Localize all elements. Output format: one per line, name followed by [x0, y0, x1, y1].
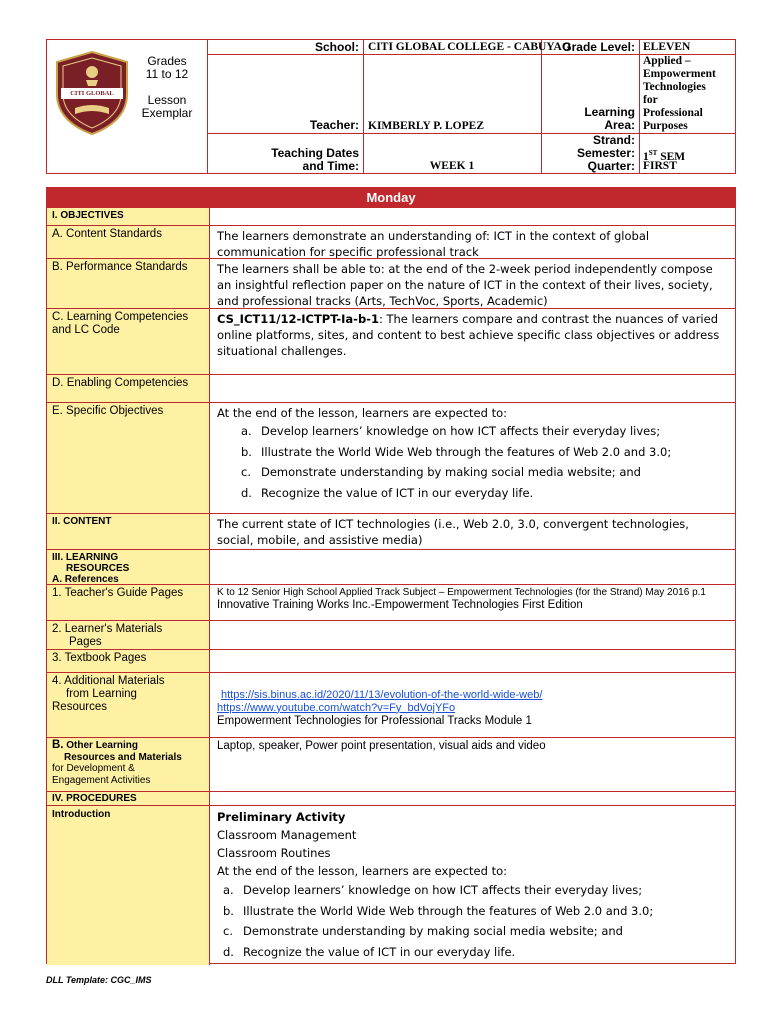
- list-item: c. Demonstrate understanding by making social media website; and: [223, 924, 623, 938]
- list-item: d. Recognize the value of ICT in our everyday life.: [241, 485, 534, 500]
- content-standards-row: A. Content Standards The learners demonstrate an understanding of: ICT in the context of global communication for specific professional track: [47, 225, 735, 258]
- grade-level-value: ELEVEN: [643, 41, 691, 53]
- exemplar-label: Lesson Exemplar: [141, 93, 193, 120]
- school-label: School:: [315, 40, 359, 54]
- objectives-row: I. OBJECTIVES: [47, 207, 735, 225]
- teachers-guide-row: 1. Teacher's Guide Pages K to 12 Senior High School Applied Track Subject – Empowerment Technologies (for the Strand) May 2016 p.1 Innovative Training Works Inc.-Empowerment Technologies First Edition: [47, 584, 735, 620]
- day-header: Monday: [47, 188, 735, 207]
- lesson-table: [46, 187, 736, 964]
- teaching-dates-value: WEEK 1: [429, 160, 475, 172]
- learning-competencies-row: C. Learning Competencies and LC Code CS_ICT11/12-ICTPT-Ia-b-1: The learners compare and contrast the nuances of varied online platforms, sites, and content to best achieve specific class objectives or address situational challenges.: [47, 308, 735, 374]
- logo-text: CITI GLOBAL COLLEGE: [70, 90, 114, 106]
- procedures-row: IV. PROCEDURES: [47, 791, 735, 805]
- list-item: b. Illustrate the World Wide Web through the features of Web 2.0 and 3.0;: [223, 903, 654, 918]
- quarter-value: FIRST: [643, 160, 677, 172]
- list-item: d. Recognize the value of ICT in our everyday life.: [223, 944, 516, 959]
- list-item: c. Demonstrate understanding by making social media website; and: [241, 465, 641, 479]
- specific-objectives-row: E. Specific Objectives At the end of the lesson, learners are expected to: a. Develop learners’ knowledge on how ICT affects their everyday lives; b. Illustrate the World Wide Web through the features of Web 2.0 and 3.0; c. Demonstrate understanding by making social media website; and d. Recognize the value of ICT in our everyday life.: [47, 402, 735, 513]
- strand-semester-quarter-labels: Strand: Semester: Quarter:: [576, 133, 635, 173]
- learning-resources-row: III. LEARNING RESOURCES A. References: [47, 549, 735, 584]
- enabling-competencies-row: D. Enabling Competencies: [47, 374, 735, 402]
- learners-materials-row: 2. Learner's Materials Pages: [47, 620, 735, 649]
- grades-label: Grades 11 to 12: [145, 54, 189, 81]
- header-table: [46, 39, 736, 174]
- link-evolution-web[interactable]: https://sis.binus.ac.id/2020/11/13/evolution-of-the-world-wide-web/: [221, 689, 543, 701]
- specific-objectives-list: At the end of the lesson, learners are expected to: a. Develop learners’ knowledge on how ICT affects their everyday lives; b. Illustrate the World Wide Web through the features of Web 2.0 and 3.0; c. Demonstrate understanding by making social media website; and d. Recognize the value of ICT in our everyday life.: [211, 403, 735, 513]
- list-item: b. Illustrate the World Wide Web through the features of Web 2.0 and 3.0;: [241, 444, 672, 459]
- learning-area-label: Learning Area:: [584, 105, 635, 132]
- additional-materials-row: 4. Additional Materials from Learning Resources https://sis.binus.ac.id/2020/11/13/evolution-of-the-world-wide-web/ https://www.youtube.com/watch?v=Fy_bdVojYFo Empowerment Technologies for Professional Tracks Module 1: [47, 672, 735, 737]
- teacher-value: KIMBERLY P. LOPEZ: [368, 120, 484, 132]
- content-row: II. CONTENT The current state of ICT technologies (i.e., Web 2.0, 3.0, convergent technologies, social, mobile, and assistive media): [47, 513, 735, 549]
- teacher-label: Teacher:: [309, 118, 359, 132]
- learning-area-value: Applied – Empowerment Technologies for Professional Purposes: [643, 55, 716, 132]
- list-item: a. Develop learners’ knowledge on how ICT affects their everyday lives;: [241, 424, 661, 438]
- introduction-row: Introduction Preliminary Activity Classroom Management Classroom Routines At the end of the lesson, learners are expected to: a. Develop learners’ knowledge on how ICT affects their everyday lives; b. Illustrate the World Wide Web through the features of Web 2.0 and 3.0; c. Demonstrate understanding by making social media website; and d. Recognize the value of ICT in our everyday life.: [47, 805, 735, 965]
- grade-level-label: Grade Level:: [562, 40, 635, 54]
- textbook-row: 3. Textbook Pages: [47, 649, 735, 672]
- list-item: a. Develop learners’ knowledge on how ICT affects their everyday lives;: [223, 883, 643, 897]
- footer-template-label: DLL Template: CGC_IMS: [46, 975, 152, 985]
- semester-value: 1ST SEM: [643, 149, 686, 163]
- other-resources-row: B. Other Learning Resources and Materials for Development & Engagement Activities Laptop, speaker, Power point presentation, visual aids and video: [47, 737, 735, 791]
- performance-standards-row: B. Performance Standards The learners shall be able to: at the end of the 2-week period independently compose an insightful reflection paper on the nature of ICT in the context of their lives, society, and professional tracks (Arts, TechVoc, Sports, Academic): [47, 258, 735, 308]
- school-value: CITI GLOBAL COLLEGE - CABUYAO: [368, 41, 571, 53]
- link-youtube-video[interactable]: https://www.youtube.com/watch?v=Fy_bdVojYFo: [217, 701, 456, 714]
- teaching-dates-label: Teaching Dates and Time:: [271, 146, 359, 173]
- competencies-text: CS_ICT11/12-ICTPT-Ia-b-1: The learners compare and contrast the nuances of varied online platforms, sites, and content to best achieve specific class objectives or address situational challenges.: [217, 312, 720, 358]
